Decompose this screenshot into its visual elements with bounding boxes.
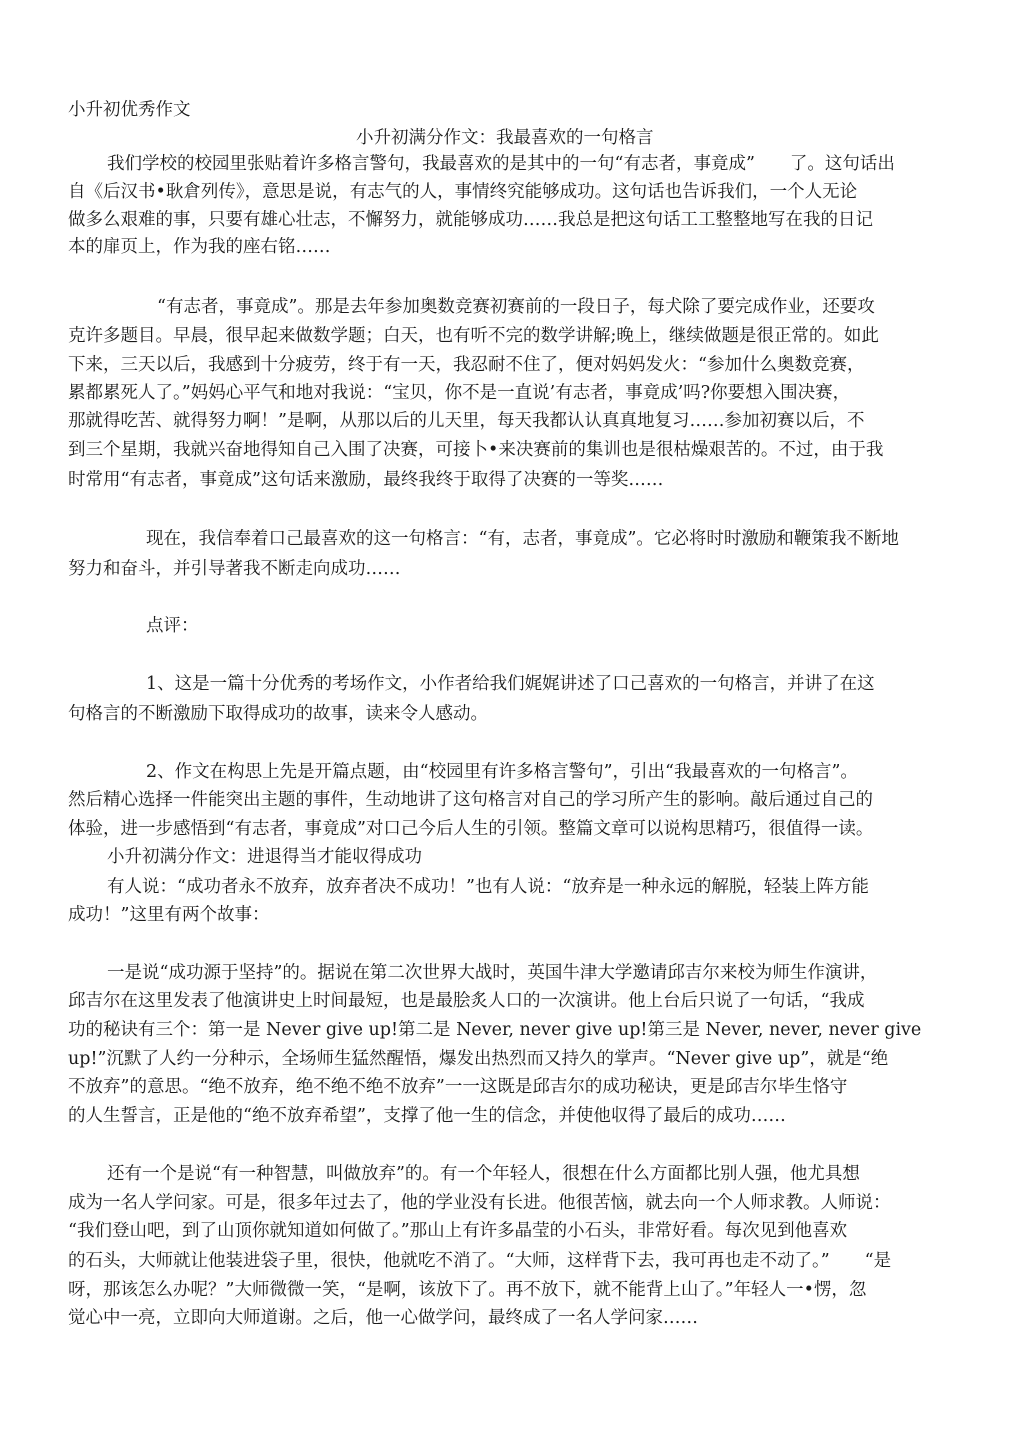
- essay2-p3-line: 的石头，大师就让他装进袋子里，很快，他就吃不消了。“大师，这样背下去，我可再也走不动了。” “是: [68, 1251, 892, 1271]
- essay1-p3-line: 现在，我信奉着口己最喜欢的这一句格言：“有，志者，事竟成”。它必将时时激励和鞭策我不断地: [146, 529, 899, 549]
- essay1-p1-line: 自《后汉书•耿倉列传》，意思是说，有志气的人，事情终究能够成功。这句话也告诉我们，一个人无论: [68, 182, 858, 202]
- essay2-p1-line: 有人说：“成功者永不放弃，放弃者决不成功！”也有人说：“放弃是一种永远的解脱，轻装上阵方能: [107, 877, 869, 897]
- essay2-p2-line: 功的秘诀有三个：第一是 Never give up!第二是 Never, never give up!第三是 Never, never, never give: [68, 1020, 922, 1040]
- essay2-p2-line: 不放弃”的意思。“绝不放弃，绝不绝不绝不放弃”一一这既是邱吉尔的成功秘诀，更是邱吉尔毕生恪守: [68, 1077, 848, 1097]
- essay1-p2-line: 克许多题目。早晨，很早起来做数学题；白天，也有听不完的数学讲解;晚上，继续做题是很正常的。如此: [68, 326, 879, 346]
- essay1-p2-line: 累都累死人了。”妈妈心平气和地对我说：“宝贝，你不是一直说’有志者，事竟成’吗?你要想入围决赛，: [68, 383, 851, 403]
- essay1-p3-line: 努力和奋斗，并引导著我不断走向成功……: [68, 559, 401, 579]
- essay2-p2-line: up!”沉默了人约一分种示，全场师生猛然醒悟，爆发出热烈而又持久的掌声。“Never give up”，就是“绝: [68, 1049, 889, 1069]
- essay1-title: 小升初满分作文：我最喜欢的一句格言: [356, 128, 654, 148]
- essay1-p2-line: 到三个星期，我就兴奋地得知自己入围了决赛，可接卜•来决赛前的集训也是很枯燥艰苦的。不过，由于我: [68, 440, 884, 460]
- essay2-p2-line: 邱吉尔在这里发表了他演讲史上时间最短，也是最脍炙人口的一次演讲。他上台后只说了一句话，“我成: [68, 991, 865, 1011]
- essay2-p3-line: 呀，那该怎么办呢？”大师微微一笑，“是啊，该放下了。再不放下，就不能背上山了。”年轻人一•愣，忽: [68, 1280, 867, 1300]
- essay2-p3-line: 成为一名人学问家。可是，很多年过去了，他的学业没有长进。他很苦恼，就去向一个人师求教。人师说：: [68, 1193, 891, 1213]
- essay2-p3-line: “我们登山吧，到了山顶你就知道如何做了。”那山上有许多晶莹的小石头，非常好看。每次见到他喜欢: [68, 1221, 848, 1241]
- comment2-line: 然后精心选择一件能突出主题的事件，生动地讲了这句格言对自己的学习所产生的影响。敲后通过自己的: [68, 790, 873, 810]
- essay1-p1-line: 本的扉页上，作为我的座右铭……: [68, 237, 331, 257]
- essay1-p1-line: 做多么艰难的事，只要有雄心壮志，不懈努力，就能够成功……我总是把这句话工工整整地写在我的日记: [68, 210, 873, 230]
- essay1-p1-line: 我们学校的校园里张贴着许多格言警句，我最喜欢的是其中的一句“有志者，事竟成” 了。这句话出: [107, 154, 895, 174]
- essay1-p2-line: “有志者，事竟成”。那是去年参加奥数竞赛初赛前的一段日子，每犬除了要完成作业，还要攻: [157, 297, 875, 317]
- comment-label: 点评：: [146, 616, 199, 636]
- comment1-line: 1、这是一篇十分优秀的考场作文，小作者给我们娓娓讲述了口己喜欢的一句格言，并讲了在这: [146, 674, 875, 694]
- document-header: 小升初优秀作文: [68, 100, 191, 120]
- essay1-p2-line: 时常用“有志者，事竟成”这句话来激励，最终我终于取得了决赛的一等奖……: [68, 470, 664, 490]
- essay1-p2-line: 下来，三天以后，我感到十分疲劳，终于有一天，我忍耐不住了，便对妈妈发火：“参加什么奥数竞赛，: [68, 355, 865, 375]
- comment1-line: 句格言的不断激励下取得成功的故事，读来令人感动。: [68, 704, 488, 724]
- essay1-p2-line: 那就得吃苦、就得努力啊！”是啊，从那以后的儿天里，每天我都认认真真地复习……参加初赛以后，不: [68, 411, 865, 431]
- essay2-p1-line: 成功！”这里有两个故事：: [68, 905, 270, 925]
- essay2-p2-line: 的人生誓言，正是他的“绝不放弃希望”，支撑了他一生的信念，并使他収得了最后的成功……: [68, 1106, 786, 1126]
- comment2-line: 体验，进一步感悟到“有志者，事竟成”对口己今后人生的引领。整篇文章可以说构思精巧，很值得一读。: [68, 819, 874, 839]
- essay2-title: 小升初满分作文：进退得当才能収得成功: [107, 847, 422, 867]
- comment2-line: 2、作文在构思上先是开篇点题，由“校园里有许多格言警句”，引出“我最喜欢的一句格言”。: [146, 762, 858, 782]
- essay2-p3-line: 还有一个是说“有一种智慧，叫做放弃”的。有一个年轻人，很想在什么方面都比别人强，他尤具想: [107, 1164, 860, 1184]
- essay2-p2-line: 一是说“成功源于坚持”的。据说在第二次世界大战时，英国牛津大学邀请邱吉尔来校为师生作演讲，: [107, 963, 878, 983]
- essay2-p3-line: 觉心中一亮，立即向大师道谢。之后，他一心做学问，最终成了一名人学问家……: [68, 1308, 698, 1328]
